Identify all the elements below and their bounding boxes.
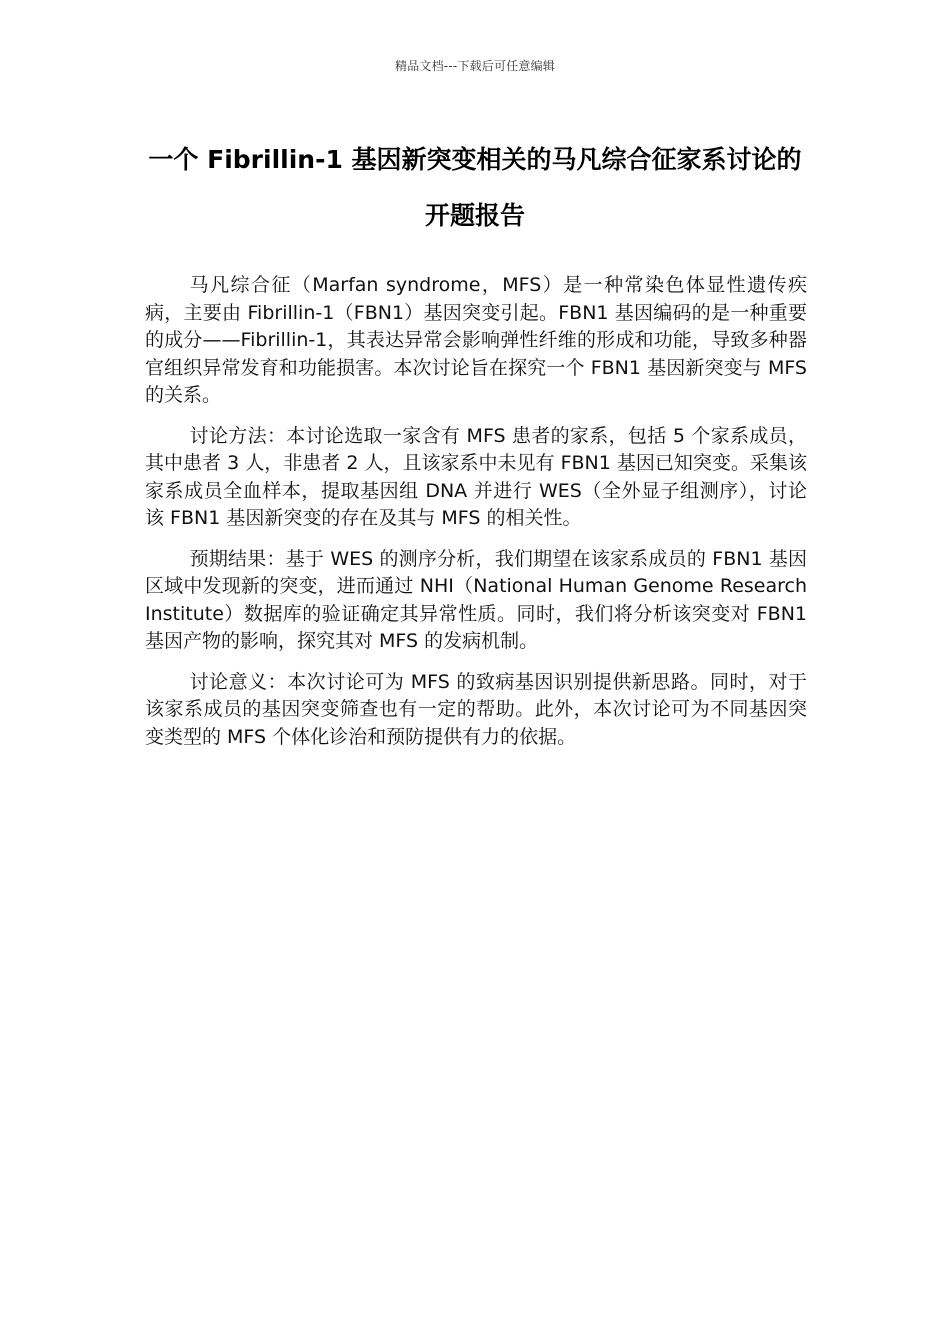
paragraph-expected-results: 预期结果：基于 WES 的测序分析，我们期望在该家系成员的 FBN1 基因区域中发现新的突变，进而通过 NHI（National Human Genome Research Institute）数据库的验证确定其异常性质。同时，我们将分析该突变对 FBN1 基因产物的影响，探究其对 MFS 的发病机制。 (145, 547, 807, 652)
paragraph-significance: 讨论意义：本次讨论可为 MFS 的致病基因识别提供新思路。同时，对于该家系成员的基因突变筛查也有一定的帮助。此外，本次讨论可为不同基因突变类型的 MFS 个体化诊治和预防提供有力的依据。 (145, 670, 807, 748)
document-title: 一个 Fibrillin-1 基因新突变相关的马凡综合征家系讨论的开题报告 (148, 145, 802, 230)
paragraph-introduction: 马凡综合征（Marfan syndrome，MFS）是一种常染色体显性遗传疾病，主要由 Fibrillin-1（FBN1）基因突变引起。FBN1 基因编码的是一种重要的成分——Fibrillin-1，其表达异常会影响弹性纤维的形成和功能，导致多种器官组织异常发育和功能损害。本次讨论旨在探究一个 FBN1 基因新突变与 MFS 的关系。 (145, 274, 807, 406)
document-body (145, 272, 807, 764)
paragraph-methods: 讨论方法：本讨论选取一家含有 MFS 患者的家系，包括 5 个家系成员，其中患者 3 人，非患者 2 人，且该家系中未见有 FBN1 基因已知突变。采集该家系成员全血样本，提取基因组 DNA 并进行 WES（全外显子组测序），讨论该 FBN1 基因新突变的存在及其与 MFS 的相关性。 (145, 424, 807, 529)
page-header: 精品文档---下载后可任意编辑 (395, 59, 555, 73)
